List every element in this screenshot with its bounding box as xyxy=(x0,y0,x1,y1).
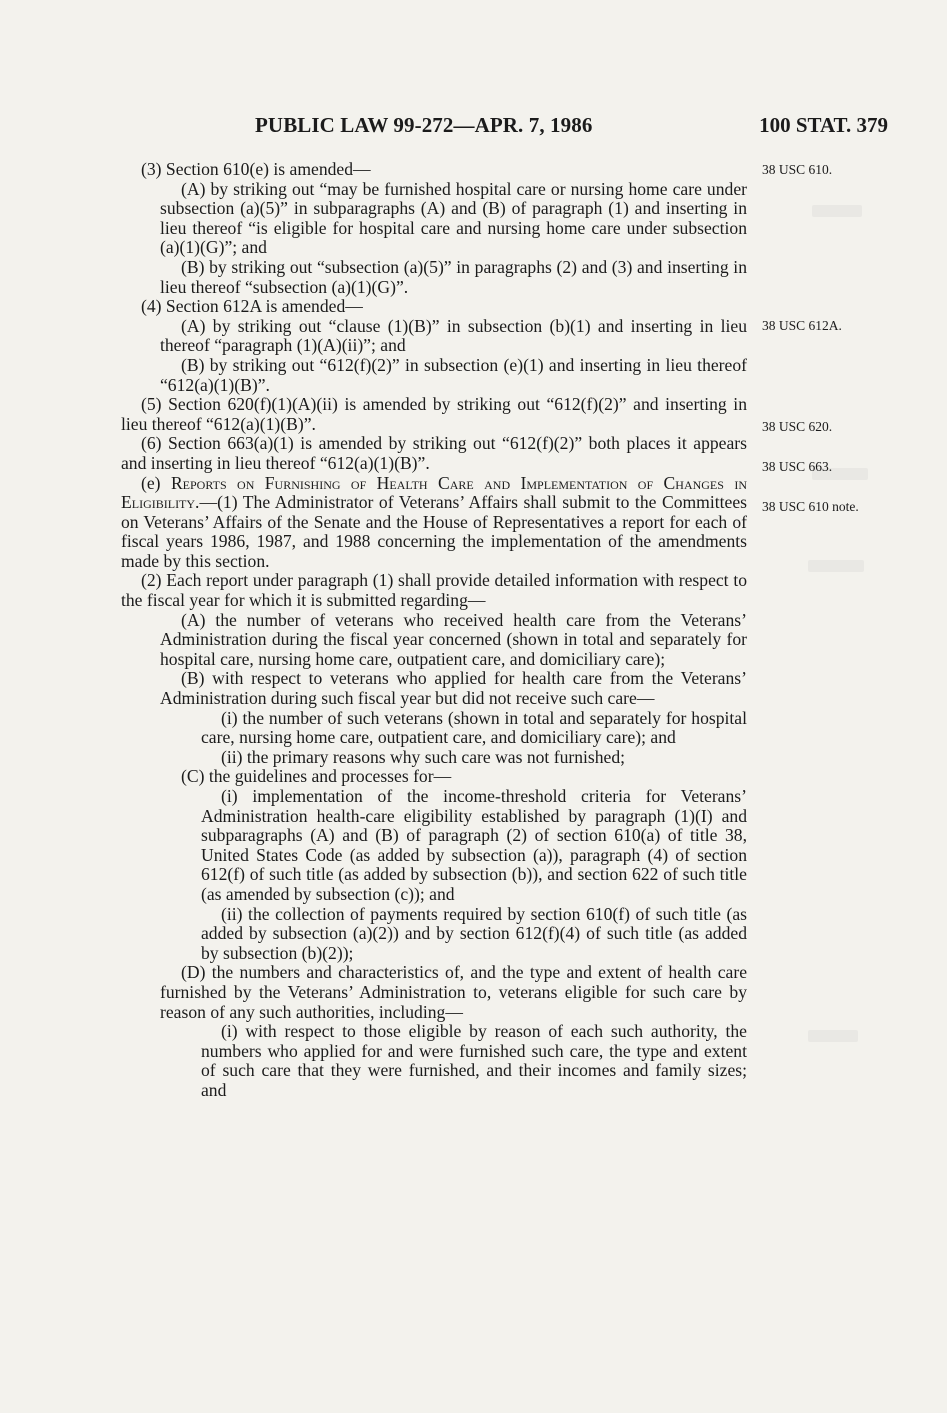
clause: (i) implementation of the income-threshold criteria for Veterans’ Administration health-care eligibility established by paragraph (1)(I) and subparagraphs (A) and (B) of paragraph (2) of section 610(a) of title 38, United States Code (as added by subsection (a)), paragraph (4) of section 612(f) of such title (as added by subsection (b)), and section 622 of such title (as amended by subsection (c)); and xyxy=(201,786,747,904)
paragraph: (4) Section 612A is amended— xyxy=(141,296,363,317)
clause: (ii) the collection of payments required by section 610(f) of such title (as added by subsection (a)(2)) and by section 612(f)(4) of such title (as added by subsection (b)(2)); xyxy=(201,903,747,963)
section-e-lead: (e) xyxy=(141,472,161,493)
subparagraph: (B) with respect to veterans who applied for health care from the Veterans’ Administration during such fiscal year but did not receive such care— xyxy=(160,668,747,709)
paragraph: (3) Section 610(e) is amended— xyxy=(141,159,371,179)
clause: (i) the number of such veterans (shown in total and separately for hospital care, nursing home care, outpatient care, and domiciliary care); and xyxy=(201,707,747,748)
subparagraph: (A) by striking out “clause (1)(B)” in subsection (b)(1) and inserting in lieu thereof “paragraph (1)(A)(ii)”; and xyxy=(160,315,747,356)
margin-note: 38 USC 610 note. xyxy=(762,499,859,514)
subparagraph: (B) by striking out “subsection (a)(5)” in paragraphs (2) and (3) and inserting in lieu thereof “subsection (a)(1)(G)”. xyxy=(160,256,747,297)
margin-notes xyxy=(762,0,912,1413)
subparagraph: (C) the guidelines and processes for— xyxy=(181,766,452,787)
statute-page-number: 100 STAT. 379 xyxy=(759,113,888,137)
margin-note: 38 USC 612A. xyxy=(762,318,842,333)
subparagraph: (D) the numbers and characteristics of, and the type and extent of health care furnished by the Veterans’ Administration to, veterans eligible for such care by reason of any such authorities, including— xyxy=(160,962,747,1022)
margin-note: 38 USC 620. xyxy=(762,419,833,434)
body-text xyxy=(121,160,747,1101)
subparagraph: (B) by striking out “612(f)(2)” in subsection (e)(1) and inserting in lieu thereof “612(a)(1)(B)”. xyxy=(160,354,747,395)
clause: (i) with respect to those eligible by reason of each such authority, the numbers who applied for and were furnished such care, the type and extent of such care that they were furnished, and their incomes and family sizes; and xyxy=(201,1021,747,1100)
section-e-text: —(1) The Administrator of Veterans’ Affairs shall submit to the Committees on Veterans’ Affairs of the Senate and the House of Representatives a report for each of fiscal years 1986, 1987, and 1988 concerning the implementation of the amendments made by this section. xyxy=(121,492,747,571)
paragraph: (5) Section 620(f)(1)(A)(ii) is amended by striking out “612(f)(2)” and inserting in lieu thereof “612(a)(1)(B)”. xyxy=(121,394,747,434)
margin-note: 38 USC 663. xyxy=(762,459,833,474)
page-title: PUBLIC LAW 99-272—APR. 7, 1986 xyxy=(255,113,593,137)
subparagraph: (A) the number of veterans who received health care from the Veterans’ Administration during the fiscal year concerned (shown in total and separately for hospital care, nursing home care, outpatient care, and domiciliary care); xyxy=(160,609,747,669)
paragraph: (6) Section 663(a)(1) is amended by striking out “612(f)(2)” both places it appears and inserting in lieu thereof “612(a)(1)(B)”. xyxy=(121,433,747,473)
subparagraph: (A) by striking out “may be furnished hospital care or nursing home care under subsection (a)(5)” in subparagraphs (A) and (B) of paragraph (1) and inserting in lieu thereof “is eligible for hospital care and nursing home care under subsection (a)(1)(G)”; and xyxy=(160,178,747,258)
section-e-heading: Reports on Furnishing of Health Care and Implementation of Changes in Eligibility. xyxy=(121,472,747,513)
margin-note: 38 USC 610. xyxy=(762,162,833,177)
paragraph: (2) Each report under paragraph (1) shall provide detailed information with respect to the fiscal year for which it is submitted regarding— xyxy=(121,570,747,611)
section-e xyxy=(121,474,747,572)
clause: (ii) the primary reasons why such care was not furnished; xyxy=(221,746,626,767)
